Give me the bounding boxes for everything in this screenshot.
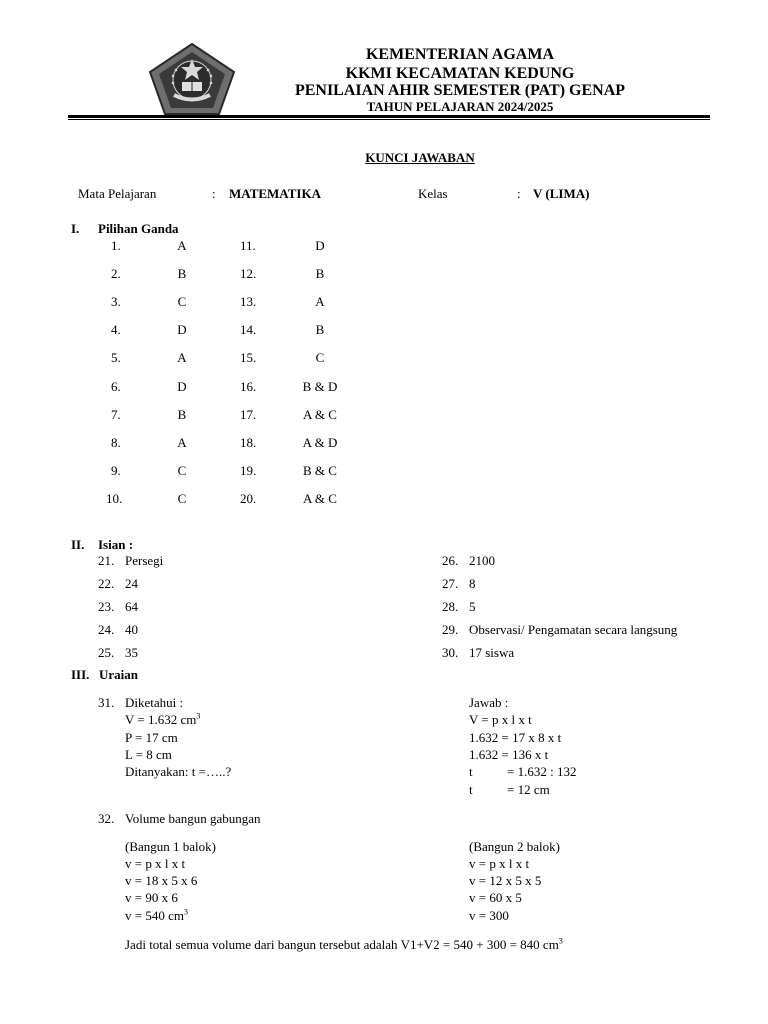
known-length: P = 17 cm (125, 730, 178, 745)
fill-answer: 17 siswa (469, 645, 515, 660)
section2-title: Isian : (98, 537, 134, 552)
mc-answer: B & C (303, 463, 337, 478)
ministry-logo (148, 42, 236, 116)
mc-answer: D (315, 238, 325, 253)
mc-answer: C (177, 463, 187, 478)
mc-number: 9. (111, 463, 121, 478)
class-colon: : (517, 186, 521, 201)
known-title: Diketahui : (125, 695, 184, 710)
class-value: V (LIMA) (533, 186, 590, 201)
block1-line: v = p x l x t (125, 856, 186, 871)
mc-answer: A (177, 435, 187, 450)
answer-var: t (469, 764, 473, 779)
mc-number: 16. (240, 379, 257, 394)
subject-value: MATEMATIKA (229, 186, 321, 201)
fill-answer: 2100 (469, 553, 495, 568)
header-exam: PENILAIAN AHIR SEMESTER (PAT) GENAP (294, 82, 626, 99)
mc-answer: B (177, 266, 187, 281)
fill-answer: 35 (125, 645, 138, 660)
fill-number: 30. (442, 645, 459, 660)
mc-answer: C (315, 350, 325, 365)
fill-answer: 64 (125, 599, 138, 614)
fill-answer: 5 (469, 599, 476, 614)
known-volume: V = 1.632 $cm^3$ (125, 711, 201, 727)
section1-title: Pilihan Ganda (98, 221, 179, 236)
mc-number: 10. (106, 491, 123, 506)
essay-number: 31. (98, 695, 115, 710)
section3-title: Uraian (99, 667, 138, 682)
answer-line: = 12 cm (507, 782, 550, 797)
mc-number: 11. (240, 238, 256, 253)
mc-number: 17. (240, 407, 257, 422)
mc-answer: A (177, 350, 187, 365)
asked: Ditanyakan: t =…..? (125, 764, 232, 779)
mc-answer: A & C (303, 491, 337, 506)
section2-number: II. (71, 537, 85, 552)
mc-answer: A & C (303, 407, 337, 422)
answer-line: 1.632 = 136 x t (469, 747, 549, 762)
fill-number: 21. (98, 553, 115, 568)
answer-line: 1.632 = 17 x 8 x t (469, 730, 562, 745)
fill-answer: Persegi (125, 553, 164, 568)
mc-number: 13. (240, 294, 257, 309)
total-volume: Jadi total semua volume dari bangun tersebut adalah V1+V2 = 540 + 300 = 840 $cm^3$ (125, 936, 563, 952)
answer-title: Jawab : (469, 695, 509, 710)
mc-number: 20. (240, 491, 257, 506)
mc-answer: B & D (302, 379, 338, 394)
class-label: Kelas (418, 186, 448, 201)
mc-number: 2. (111, 266, 121, 281)
header-rule-thin (68, 119, 710, 120)
block2-line: v = 300 (469, 908, 509, 923)
block1-line: v = 90 x 6 (125, 890, 178, 905)
answer-line: = 1.632 : 132 (507, 764, 577, 779)
block2-heading: (Bangun 2 balok) (469, 839, 560, 854)
fill-number: 23. (98, 599, 115, 614)
mc-answer: B (315, 322, 325, 337)
fill-answer: 40 (125, 622, 138, 637)
header-rule-thick (68, 115, 710, 118)
mc-number: 5. (111, 350, 121, 365)
fill-number: 29. (442, 622, 459, 637)
mc-answer: C (177, 491, 187, 506)
mc-number: 6. (111, 379, 121, 394)
fill-number: 27. (442, 576, 459, 591)
mc-answer: A (315, 294, 325, 309)
answer-var: t (469, 782, 473, 797)
essay-number: 32. (98, 811, 115, 826)
mc-answer: C (177, 294, 187, 309)
fill-number: 25. (98, 645, 115, 660)
mc-number: 19. (240, 463, 257, 478)
mc-number: 4. (111, 322, 121, 337)
block1-heading: (Bangun 1 balok) (125, 839, 216, 854)
mc-answer: B (177, 407, 187, 422)
page-title: KUNCI JAWABAN (365, 150, 475, 165)
header-school: KKMI KECAMATAN KEDUNG (345, 65, 575, 82)
section1-number: I. (71, 221, 80, 236)
fill-number: 28. (442, 599, 459, 614)
answer-line: V = p x l x t (469, 712, 532, 727)
mc-answer: D (177, 379, 187, 394)
mc-number: 7. (111, 407, 121, 422)
mc-number: 15. (240, 350, 257, 365)
mc-number: 3. (111, 294, 121, 309)
fill-answer: 8 (469, 576, 476, 591)
fill-number: 26. (442, 553, 459, 568)
mc-answer: B (315, 266, 325, 281)
known-width: L = 8 cm (125, 747, 172, 762)
block2-line: v = 60 x 5 (469, 890, 522, 905)
block2-line: v = p x l x t (469, 856, 530, 871)
subject-label: Mata Pelajaran (78, 186, 157, 201)
section3-number: III. (71, 667, 90, 682)
fill-number: 22. (98, 576, 115, 591)
mc-number: 18. (240, 435, 257, 450)
fill-number: 24. (98, 622, 115, 637)
block1-line: v = 18 x 5 x 6 (125, 873, 198, 888)
mc-number: 1. (111, 238, 121, 253)
mc-answer: D (177, 322, 187, 337)
subject-colon: : (212, 186, 216, 201)
mc-answer: A & D (302, 435, 338, 450)
mc-answer: A (177, 238, 187, 253)
fill-answer: 24 (125, 576, 138, 591)
block1-line: v = 540 $cm^3$ (125, 907, 188, 923)
essay-title: Volume bangun gabungan (125, 811, 261, 826)
fill-answer: Observasi/ Pengamatan secara langsung (469, 622, 678, 637)
mc-number: 14. (240, 322, 257, 337)
header-year: TAHUN PELAJARAN 2024/2025 (366, 99, 554, 114)
block2-line: v = 12 x 5 x 5 (469, 873, 542, 888)
mc-number: 12. (240, 266, 257, 281)
mc-number: 8. (111, 435, 121, 450)
header-ministry: KEMENTERIAN AGAMA (365, 46, 554, 63)
